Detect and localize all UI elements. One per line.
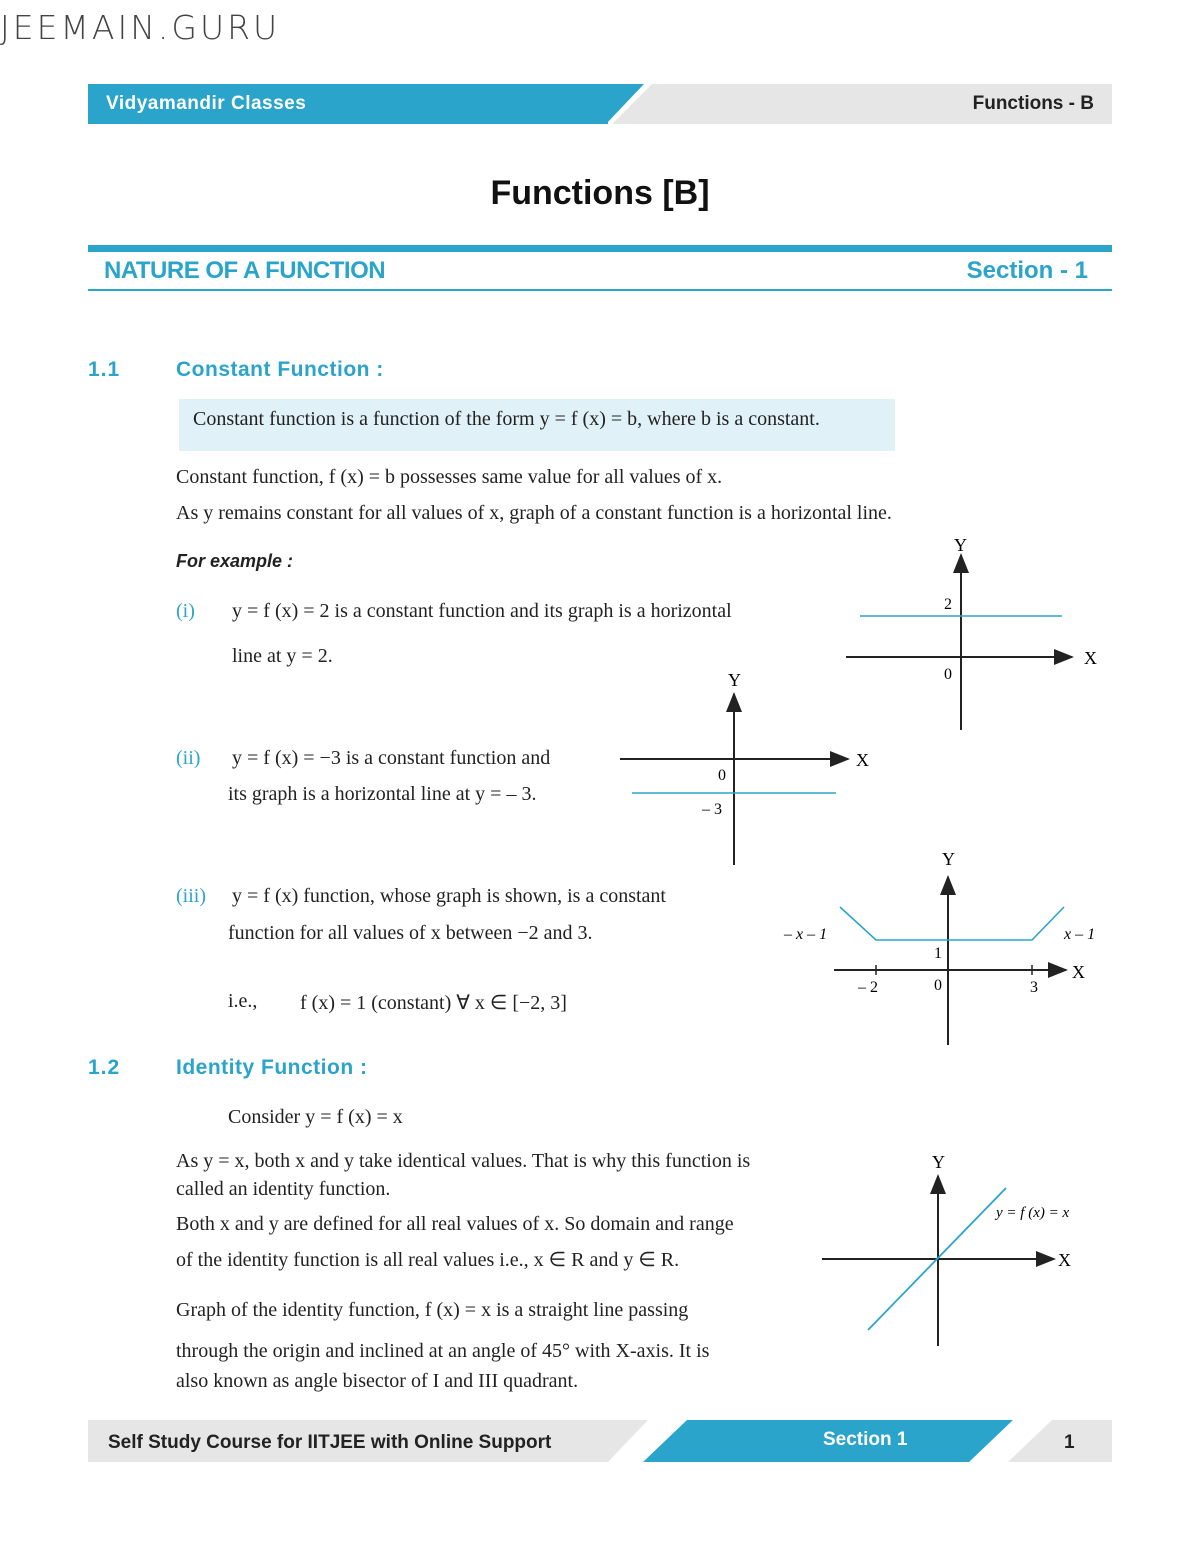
definition-box (179, 399, 895, 451)
graph-constant-minus-3 (610, 668, 890, 868)
origin-label: 0 (944, 666, 952, 683)
paragraph: Consider y = f (x) = x (228, 1106, 403, 1128)
line-label: y = f (x) = x (996, 1205, 1070, 1221)
paragraph: also known as angle bisector of I and III quadrant. (176, 1370, 579, 1392)
header-left-text: Vidyamandir Classes (106, 93, 307, 114)
header-bar (88, 84, 1112, 124)
example-text: function for all values of x between −2 and 3. (228, 922, 593, 944)
footer-course-text: Self Study Course for IITJEE with Online Support (108, 1432, 552, 1453)
x-axis-label: X (856, 750, 869, 770)
example-number: (i) (176, 600, 195, 622)
example-text: i.e., (228, 990, 258, 1012)
tick-label: 3 (1030, 979, 1038, 996)
example-text: line at y = 2. (232, 645, 333, 667)
section-label: Section - 1 (966, 257, 1088, 284)
level-label: – 3 (702, 801, 722, 818)
watermark: JEEMAIN.GURU (0, 8, 281, 47)
paragraph: As y = x, both x and y take identical values. That is why this function is (176, 1150, 751, 1172)
subsection-title: Identity Function : (176, 1056, 368, 1079)
y-axis-label: Y (954, 535, 967, 555)
paragraph: Both x and y are defined for all real values of x. So domain and range (176, 1213, 734, 1235)
paragraph: Graph of the identity function, f (x) = x is a straight line passing (176, 1299, 689, 1321)
footer-page-band (1008, 1420, 1112, 1462)
y-axis-label: Y (728, 670, 741, 690)
tick-label: – 2 (858, 979, 878, 996)
page-number: 1 (1064, 1432, 1075, 1453)
paragraph: Constant function, f (x) = b possesses same value for all values of x. (176, 466, 723, 488)
level-label: 1 (934, 945, 942, 962)
example-number: (iii) (176, 885, 206, 907)
example-number: (ii) (176, 747, 201, 769)
section-bar-top (88, 245, 1112, 252)
example-text: its graph is a horizontal line at y = – 3. (228, 783, 537, 805)
paragraph: As y remains constant for all values of x, graph of a constant function is a horizontal line. (176, 502, 892, 524)
origin-label: 0 (718, 767, 726, 784)
left-piece-label: – x – 1 (784, 926, 828, 943)
paragraph: of the identity function is all real values i.e., x ∈ R and y ∈ R. (176, 1249, 680, 1271)
y-axis-label: Y (932, 1152, 945, 1172)
subsection-number: 1.1 (88, 358, 121, 381)
example-label: For example : (176, 551, 294, 571)
subsection-title: Constant Function : (176, 358, 384, 381)
x-axis-label: X (1084, 648, 1097, 668)
origin-label: 0 (934, 977, 942, 994)
x-axis-label: X (1072, 962, 1085, 982)
level-label: 2 (944, 596, 952, 613)
y-axis-label: Y (942, 849, 955, 869)
right-piece-label: x – 1 (1064, 926, 1096, 943)
example-text: y = f (x) function, whose graph is shown, is a constant (232, 885, 666, 907)
graph-line (840, 907, 1064, 940)
header-right-text: Functions - B (972, 93, 1094, 114)
subsection-number: 1.2 (88, 1056, 121, 1079)
example-text: y = f (x) = −3 is a constant function and (232, 747, 551, 769)
example-text: y = f (x) = 2 is a constant function and its graph is a horizontal (232, 600, 732, 622)
footer-bar (88, 1420, 1112, 1462)
footer-section-text: Section 1 (823, 1429, 908, 1450)
graph-piecewise-constant (780, 845, 1110, 1050)
page-title: Functions [B] (490, 174, 710, 212)
section-bar-bottom (88, 289, 1112, 291)
graph-identity (820, 1150, 1110, 1350)
x-axis-label: X (1058, 1250, 1071, 1270)
paragraph: through the origin and inclined at an angle of 45° with X-axis. It is (176, 1340, 710, 1362)
paragraph: called an identity function. (176, 1178, 391, 1200)
section-title: NATURE OF A FUNCTION (104, 257, 386, 284)
formula: f (x) = 1 (constant) ∀ x ∈ [−2, 3] (300, 992, 567, 1014)
definition-text: Constant function is a function of the form y = f (x) = b, where b is a constant. (193, 408, 820, 430)
